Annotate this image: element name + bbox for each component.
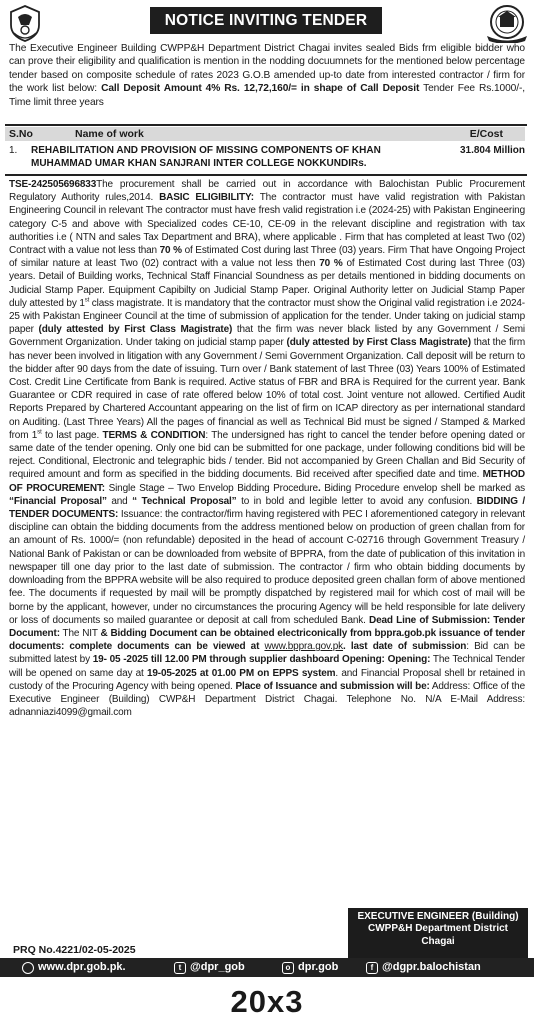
footer-website[interactable]: www.dpr.gob.pk. — [22, 958, 126, 977]
twitter-icon: t — [174, 962, 186, 974]
signature-line: CWPP&H Department District — [367, 923, 509, 935]
intro-paragraph: The Executive Engineer Building CWPP&H Department District Chagai invites sealed Bids frm eligible bidder who can prove their eligibility and qualification is mention in the nodding docuumnets for the mentioned below percentage tender based on composite schedule of rates 2023 G.O.B amended up-to date from interested contractor / firm for the work list below: Call Deposit Amount 4% Rs. 12,72,160/= in shape of Call Deposit Tender Fee Rs.1000/-, Time limit three years — [9, 43, 525, 108]
header-name-of-work: Name of work — [75, 128, 144, 140]
table-header — [5, 127, 525, 141]
facebook-icon: f — [366, 962, 378, 974]
footer-instagram[interactable]: o dpr.gob — [282, 958, 338, 977]
row-sno: 1. — [9, 145, 18, 156]
ad-size-label: 20x3 — [230, 984, 304, 1019]
divider — [5, 174, 527, 176]
signature-line: Chagai — [421, 935, 455, 947]
row-cost: 31.804 Million — [459, 145, 525, 156]
globe-icon — [22, 962, 34, 974]
footer-bar — [0, 958, 534, 977]
signature-line: EXECUTIVE ENGINEER (Building) — [357, 911, 519, 922]
prq-number: PRQ No.4221/02-05-2025 — [13, 944, 136, 956]
header-sno: S.No — [9, 128, 33, 140]
department-logo-icon — [484, 3, 530, 43]
notice-body: TSE-242505696833The procurement shall be carried out in accordance with Balochistan Public Procurement Regulatory Authority rules,2014. BASIC ELIGIBILITY: The contractor must have valid registration with Pakistan Engineering Council in relevant The contractor must have fresh valid registration i.e (2024-25) with Pakistan Engineering category C-5 and above with Specialized codes CE-10, CE-09 in the relevant discipline and registration with tax authorities i.e ( NTN and sales Tax Department and BRA), where applicable . Firm that has completed at least Two (02) Contract with a value not less than 70 % of Estimated Cost during last Three (03) years. Firm That have Ongoing Project of similar nature at least Two (02) contract with a value not less then 70 % of Estimated Cost during last Three (03) years. Detail of Building works, Technical Staff Financial Soundness as per details mentioned in bidding documents on Judicial Stamp Paper. Equipment Capibilty on Judicial Stamp Paper. Original Authority letter on Judicial Stamp Paper duly attested by 1st class magistrate. It is mandatory that the contractor must show the Original valid registration i.e 2024-25 with Pakistan Engineer Council at the time of submission of application for the tender. Under taking on judicial stamp paper (duly attested by First Class Magistrate) that the firm was never black listed by any Government / Semi Government Organization. Under taking on judicial stamp paper (duly attested by First Class Magistrate) that the firm has never been involved in litigation with any Government / Semi Government Organization. Call deposit will be return to the bidder after 90 days from the date of issuing. Turn over / Bank statement of last Three (03) Years 100% of Estimated Cost. Credit Line Certificate from Bank is required. Active status of FBR and BRA is Required for the current year. Bank Guarantee or CDR required in case of rate offered below 10% of total cost. Joint venture not allowed. Certified Audit Reports Prepared by Chartered Accountant appearing on the list of firm on ICAP directory as per international standard on Auditing. (Last Three Years) All the pages of financial as well as Technical Bid must be signed / Stamped & Marked from 1st to last page. TERMS & CONDITION: The undersigned has right to cancel the tender before opening dated or same date of the tender opening. Only one bid can be submitted for one package, under following conditions bid will be reject. Conditional, Electronic and telegraphic bids / tender. Bid not accompanied by Green Challan and Bid Security of required amount and form as specified in the bidding documents. Bid received after specified date and time. METHOD OF PROCUREMENT: Single Stage – Two Envelop Bidding Procedure. Biding Procedure envelop shell be marked as “Financial Proposal” and “ Technical Proposal” to in bold and legible letter to avoid any confusion. BIDDING / TENDER DOCUMENTS: Issuance: the contractor/firm having registered with PEC I aforementioned category in relevant discipline can obtain the bidding documents from the address mentioned below on production of green challan from for an amount of Rs. 1000/= (non refundable) deposited in the head of account C-02716 through Government Treasury / National Bank of Pakistan or can be downloaded from website of BPPRA, from the date of publication of this invitation in newspaper till one day prior to the last date of submission. The contractor / firm who obtain bidding documents by downloading from the BPPRA website will be also required to produce deposited green challan form of above mentioned fee. The documents if requested by mail will be promptly dispatched by registered mail for which cost of mail will be borne by the applicant, however, under no circumstances the procuring Agency will be held responsible for late delivery or loss of documents so mailed guarantee or deposit at call from scheduled Bank. Dead Line of Submission: Tender Document: The NIT & Bidding Document can be obtained electriconically from bppra.gob.pk issuance of tender documents: complete documents can be viewed at www.bppra.gov.pk. last date of submission: Bid can be submitted latest by 19- 05 -2025 till 12.00 PM through supplier dashboard Opening: Opening: The Technical Tender will be opened on same day at 19-05-2025 at 01.00 PM on EPPS system. and Financial Proposal shell br retained in custody of the Procuring Agency with being opened. Place of Issuance and submission will be: Address: Office of the Executive Engineer (Building) CWP&H Department District Chagai. Telephone No. N/A E-Mail Address: adnanniazi4099@gmail.com — [9, 179, 526, 719]
bppra-link[interactable]: www.bppra.gov.pk — [264, 641, 344, 653]
header-estimated-cost: E/Cost — [469, 128, 503, 140]
footer-twitter[interactable]: t @dpr_gob — [174, 958, 245, 977]
government-emblem-icon — [5, 3, 45, 43]
footer-facebook[interactable]: f @dgpr.balochistan — [366, 958, 481, 977]
row-work-name: REHABILITATION AND PROVISION OF MISSING COMPONENTS OF KHAN MUHAMMAD UMAR KHAN SANJRANI INTER COLLEGE NOKKUNDIRs. — [31, 145, 381, 169]
instagram-icon: o — [282, 962, 294, 974]
divider — [5, 124, 527, 126]
page-title: NOTICE INVITING TENDER — [150, 7, 382, 34]
signature-block — [348, 908, 528, 958]
